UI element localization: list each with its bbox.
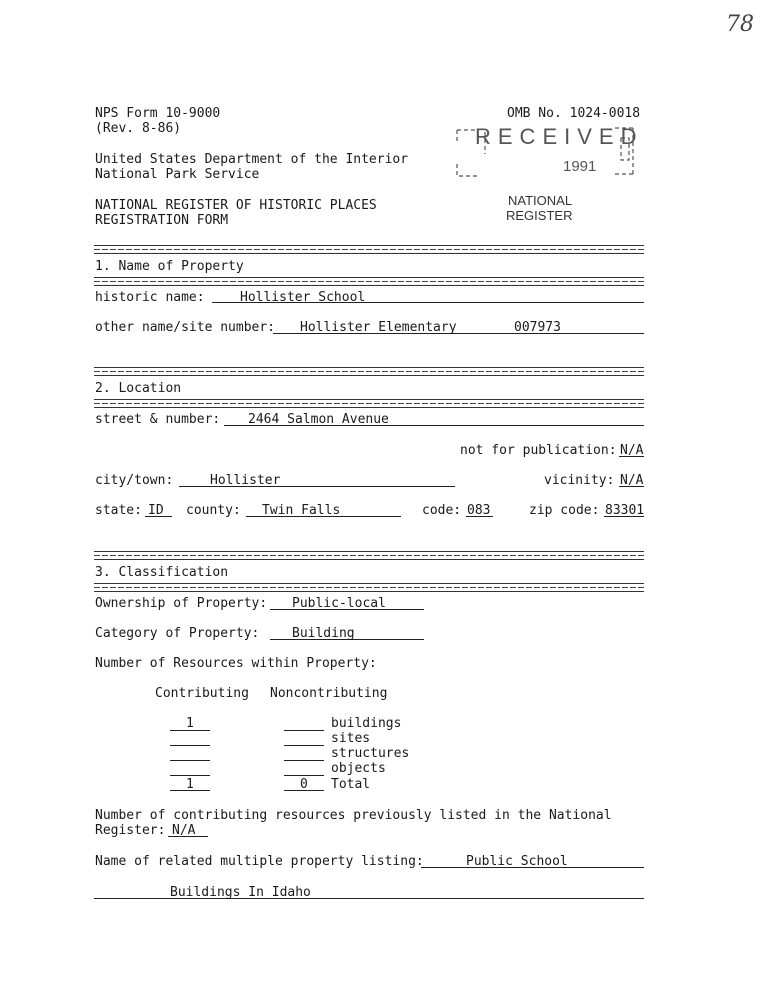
section-2-heading: 2. Location <box>95 381 182 396</box>
noncontributing-underline <box>284 775 324 776</box>
page-number: 78 <box>726 12 754 37</box>
historic-name-value: Hollister School <box>240 290 366 305</box>
contributing-column-header: Contributing <box>155 686 249 701</box>
noncontributing-underline <box>284 760 324 761</box>
county-label: county: <box>186 503 241 518</box>
county-value: Twin Falls <box>262 503 341 518</box>
omb-number: OMB No. 1024-0018 <box>507 106 641 121</box>
resource-type-structures: structures <box>331 746 410 761</box>
section-divider <box>94 551 644 560</box>
resource-type-sites: sites <box>331 731 371 746</box>
resource-type-buildings: buildings <box>331 716 402 731</box>
ownership-value: Public-local <box>292 596 386 611</box>
section-1-heading: 1. Name of Property <box>95 259 244 274</box>
contributing-underline <box>170 775 210 776</box>
resource-type-objects: objects <box>331 761 386 776</box>
received-stamp <box>455 124 644 186</box>
form-revision: (Rev. 8-86) <box>95 121 182 136</box>
other-name-label: other name/site number: <box>95 320 276 335</box>
contributing-underline <box>170 745 210 746</box>
previously-listed-label: Number of contributing resources previously listed in the National <box>95 808 612 823</box>
other-name-value: Hollister Elementary <box>300 320 457 335</box>
noncontributing-underline <box>284 745 324 746</box>
form-title-line-1: NATIONAL REGISTER OF HISTORIC PLACES <box>95 198 377 213</box>
street-label: street & number: <box>95 412 221 427</box>
stamp-register: REGISTER <box>506 208 573 223</box>
not-for-publication-value: N/A <box>620 443 644 458</box>
section-divider <box>94 399 644 408</box>
section-divider <box>94 245 644 254</box>
historic-name-label: historic name: <box>95 290 205 305</box>
code-label: code: <box>422 503 462 518</box>
contributing-buildings-value: 1 <box>186 716 194 731</box>
state-value: ID <box>148 503 164 518</box>
received-stamp-date: 1991 <box>563 158 597 175</box>
multiple-property-label: Name of related multiple property listing: <box>95 854 424 869</box>
previously-listed-value: N/A <box>172 823 196 838</box>
zip-label: zip code: <box>529 503 600 518</box>
noncontributing-underline <box>284 730 324 731</box>
ownership-label: Ownership of Property: <box>95 596 268 611</box>
stamp-national: NATIONAL <box>508 193 573 208</box>
section-divider <box>94 583 644 592</box>
resource-type-total: Total <box>331 777 371 792</box>
noncontributing-column-header: Noncontributing <box>270 686 388 701</box>
city-label: city/town: <box>95 473 174 488</box>
vicinity-label: vicinity: <box>544 473 615 488</box>
resources-label: Number of Resources within Property: <box>95 656 377 671</box>
state-label: state: <box>95 503 142 518</box>
street-value: 2464 Salmon Avenue <box>248 412 389 427</box>
category-value: Building <box>292 626 355 641</box>
category-label: Category of Property: <box>95 626 260 641</box>
form-title-line-2: REGISTRATION FORM <box>95 213 229 228</box>
department-name: United States Department of the Interior <box>95 152 409 167</box>
previously-listed-label-cont: Register: <box>95 823 166 838</box>
noncontributing-total-value: 0 <box>300 777 308 792</box>
section-divider <box>94 367 644 376</box>
section-3-heading: 3. Classification <box>95 565 229 580</box>
not-for-publication-label: not for publication: <box>460 443 617 458</box>
contributing-underline <box>170 760 210 761</box>
service-name: National Park Service <box>95 167 260 182</box>
section-divider <box>94 277 644 286</box>
received-stamp-text: RECEIVED <box>475 124 644 149</box>
zip-value: 83301 <box>605 503 645 518</box>
vicinity-value: N/A <box>620 473 644 488</box>
code-value: 083 <box>467 503 491 518</box>
contributing-total-value: 1 <box>186 777 194 792</box>
site-number-value: 007973 <box>514 320 561 335</box>
form-id: NPS Form 10-9000 <box>95 106 221 121</box>
city-value: Hollister <box>210 473 281 488</box>
multiple-property-value-cont: Buildings In Idaho <box>170 885 311 900</box>
multiple-property-value: Public School <box>466 854 568 869</box>
